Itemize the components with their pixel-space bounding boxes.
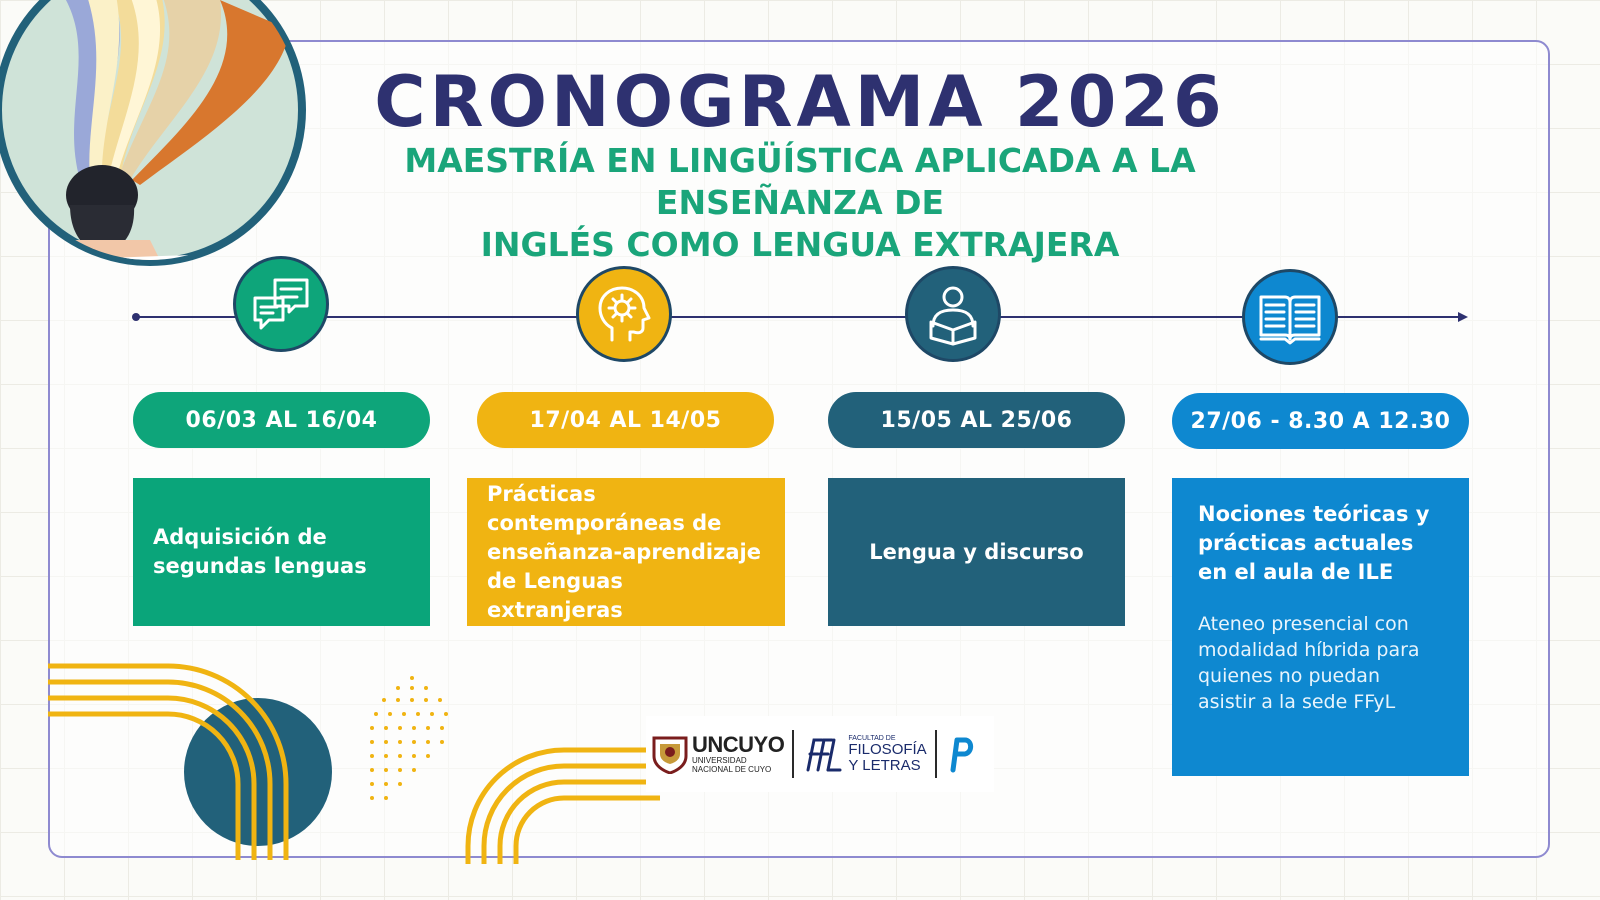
uncuyo-sub-1: UNIVERSIDAD xyxy=(692,756,747,765)
module-card-2 xyxy=(467,478,785,626)
module-title-line: contemporáneas de xyxy=(487,510,722,535)
uncuyo-seal-icon xyxy=(652,734,688,774)
logo-divider xyxy=(792,730,794,778)
decorative-arcs-center xyxy=(464,744,664,864)
module-note-line: Ateneo presencial con xyxy=(1198,613,1409,635)
date-pill-module-2: 17/04 AL 14/05 xyxy=(477,392,774,448)
module-note xyxy=(1198,611,1449,715)
date-pill-module-3: 15/05 AL 25/06 xyxy=(828,392,1125,448)
institution-logos xyxy=(646,716,994,792)
module-card-3 xyxy=(828,478,1125,626)
module-title-line: en el aula de ILE xyxy=(1198,560,1394,584)
module-card-1 xyxy=(133,478,430,626)
decorative-arcs-left xyxy=(48,660,408,890)
page-title: CRONOGRAMA 2026 xyxy=(374,61,1226,143)
module-note-line: asistir a la sede FFyL xyxy=(1198,691,1396,713)
module-title-line: de Lenguas extranjeras xyxy=(487,568,623,622)
module-title-line: segundas lenguas xyxy=(153,554,367,578)
logo-divider xyxy=(935,730,937,778)
module-title-line: prácticas actuales xyxy=(1198,531,1414,555)
module-note-line: quienes no puedan xyxy=(1198,665,1380,687)
module-title-line: Prácticas xyxy=(487,481,596,506)
ffyl-line-2: Y LETRAS xyxy=(848,756,921,774)
ffyl-line-1: FILOSOFÍA xyxy=(848,740,927,758)
module-title-line: enseñanza-aprendizaje xyxy=(487,539,761,564)
chat-bubbles-icon xyxy=(233,256,329,352)
reading-head-illustration xyxy=(0,0,330,280)
head-gear-icon xyxy=(576,266,672,362)
decorative-dots xyxy=(368,674,468,814)
module-note-line: modalidad híbrida para xyxy=(1198,639,1420,661)
person-reading-icon xyxy=(905,266,1001,362)
module-card-4 xyxy=(1172,478,1469,776)
module-title-line: Lengua y discurso xyxy=(869,539,1084,564)
ffyl-small-text: FACULTAD DE xyxy=(848,734,896,742)
uncuyo-sub-2: NACIONAL DE CUYO xyxy=(692,765,772,774)
date-pill-module-4: 27/06 - 8.30 A 12.30 xyxy=(1172,393,1469,449)
program-subtitle xyxy=(300,140,1300,266)
subtitle-line-2: INGLÉS COMO LENGUA EXTRAJERA xyxy=(480,225,1120,264)
module-title-line: Adquisición de xyxy=(153,525,327,549)
open-book-icon xyxy=(1242,269,1338,365)
uncuyo-logo xyxy=(692,734,784,774)
postgrado-p-icon xyxy=(945,734,975,774)
subtitle-line-1: MAESTRÍA EN LINGÜÍSTICA APLICADA A LA ENSEÑANZA DE xyxy=(404,141,1196,222)
ffyl-logo xyxy=(848,735,926,774)
uncuyo-name: UNCUYO xyxy=(692,732,785,757)
date-pill-module-1: 06/03 AL 16/04 xyxy=(133,392,430,448)
module-title-line: Nociones teóricas y xyxy=(1198,502,1430,526)
ffyl-mark-icon xyxy=(802,734,844,774)
